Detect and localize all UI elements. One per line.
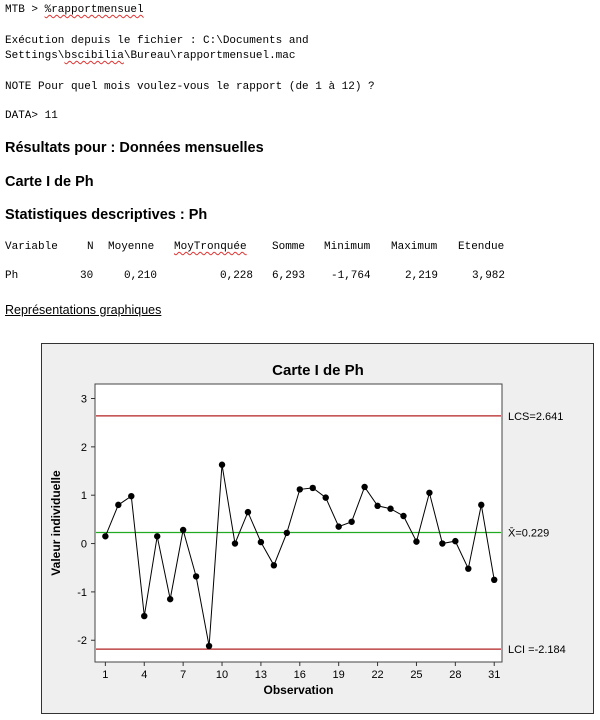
data-point (413, 538, 419, 544)
x-axis-label: Observation (263, 683, 334, 697)
data-point (141, 613, 147, 619)
y-tick-label: 2 (80, 441, 87, 454)
table-cell-variable: Ph (5, 270, 19, 282)
y-tick-label: 0 (80, 538, 87, 551)
data-point (128, 493, 134, 499)
data-point (400, 513, 406, 519)
data-point (219, 462, 225, 468)
note-line: NOTE Pour quel mois voulez-vous le rapport (de 1 à 12) ? (5, 81, 375, 93)
data-point (323, 494, 329, 500)
data-point (102, 533, 108, 539)
x-tick-label: 1 (102, 669, 109, 681)
table-header-maximum: Maximum (391, 241, 438, 253)
y-tick-label: -2 (77, 635, 87, 648)
table-header-moytronquee: MoyTronquée (174, 241, 247, 253)
data-point (452, 538, 458, 544)
results-heading: Résultats pour : Données mensuelles (5, 140, 264, 156)
chart-title: Carte I de Ph (272, 362, 364, 379)
data-point (439, 540, 445, 546)
exec-path-user: bscibilia (64, 50, 124, 62)
data-prompt: DATA> 11 (5, 110, 58, 122)
exec-path-a: Settings\ (5, 50, 65, 62)
data-point (297, 486, 303, 492)
data-point (478, 502, 484, 508)
table-header-n: N (87, 241, 94, 253)
x-tick-label: 31 (488, 669, 501, 681)
x-tick-label: 4 (141, 669, 148, 681)
y-tick-label: 1 (80, 490, 87, 503)
data-point (310, 485, 316, 491)
data-point (193, 573, 199, 579)
data-point (180, 527, 186, 533)
exec-path-c: \Bureau\rapportmensuel.mac (123, 50, 296, 62)
y-tick-label: -1 (77, 586, 87, 599)
data-point (335, 523, 341, 529)
data-point (271, 562, 277, 568)
control-chart-panel (41, 343, 594, 714)
control-chart (42, 344, 595, 715)
table-cell-n: 30 (80, 270, 94, 282)
chart-heading: Carte I de Ph (5, 174, 94, 190)
y-axis-label: Valeur individuelle (49, 470, 63, 576)
table-header-minimum: Minimum (324, 241, 371, 253)
center-label: X̄=0.229 (508, 527, 550, 540)
x-tick-label: 25 (410, 669, 423, 681)
command-prefix: MTB > (5, 4, 45, 16)
data-point (115, 502, 121, 508)
y-tick-label: 3 (80, 393, 87, 406)
table-cell-moytronquee: 0,228 (220, 270, 254, 282)
exec-line-2 (5, 50, 295, 63)
data-point (206, 643, 212, 649)
data-point (284, 530, 290, 536)
x-tick-label: 13 (254, 669, 268, 681)
data-point (426, 490, 432, 496)
table-cell-etendue: 3,982 (472, 270, 506, 282)
stats-heading: Statistiques descriptives : Ph (5, 207, 208, 223)
data-point (361, 484, 367, 490)
x-tick-label: 19 (332, 669, 345, 681)
table-header-etendue: Etendue (458, 241, 505, 253)
data-point (258, 539, 264, 545)
table-cell-somme: 6,293 (272, 270, 306, 282)
data-point (465, 565, 471, 571)
data-point (232, 540, 238, 546)
data-point (348, 519, 354, 525)
graphics-link[interactable]: Représentations graphiques (5, 303, 162, 317)
exec-line-1: Exécution depuis le fichier : C:\Documents and (5, 35, 309, 47)
table-header-moyenne: Moyenne (108, 241, 155, 253)
data-point (387, 506, 393, 512)
session-command-line (5, 4, 144, 17)
data-point (167, 596, 173, 602)
table-cell-maximum: 2,219 (405, 270, 439, 282)
x-tick-label: 22 (371, 669, 384, 681)
data-point (374, 503, 380, 509)
x-tick-label: 28 (449, 669, 462, 681)
data-point (154, 533, 160, 539)
data-point (491, 577, 497, 583)
ucl-label: LCS=2.641 (508, 410, 564, 423)
table-header-variable: Variable (5, 241, 58, 253)
command-text: %rapportmensuel (44, 4, 144, 16)
plot-area (95, 384, 502, 662)
data-point (245, 509, 251, 515)
table-cell-moyenne: 0,210 (124, 270, 158, 282)
table-cell-minimum: -1,764 (331, 270, 371, 282)
x-tick-label: 10 (215, 669, 229, 681)
x-tick-label: 7 (180, 669, 187, 681)
table-header-somme: Somme (272, 241, 306, 253)
lcl-label: LCI =-2.184 (508, 644, 566, 657)
x-tick-label: 16 (293, 669, 306, 681)
